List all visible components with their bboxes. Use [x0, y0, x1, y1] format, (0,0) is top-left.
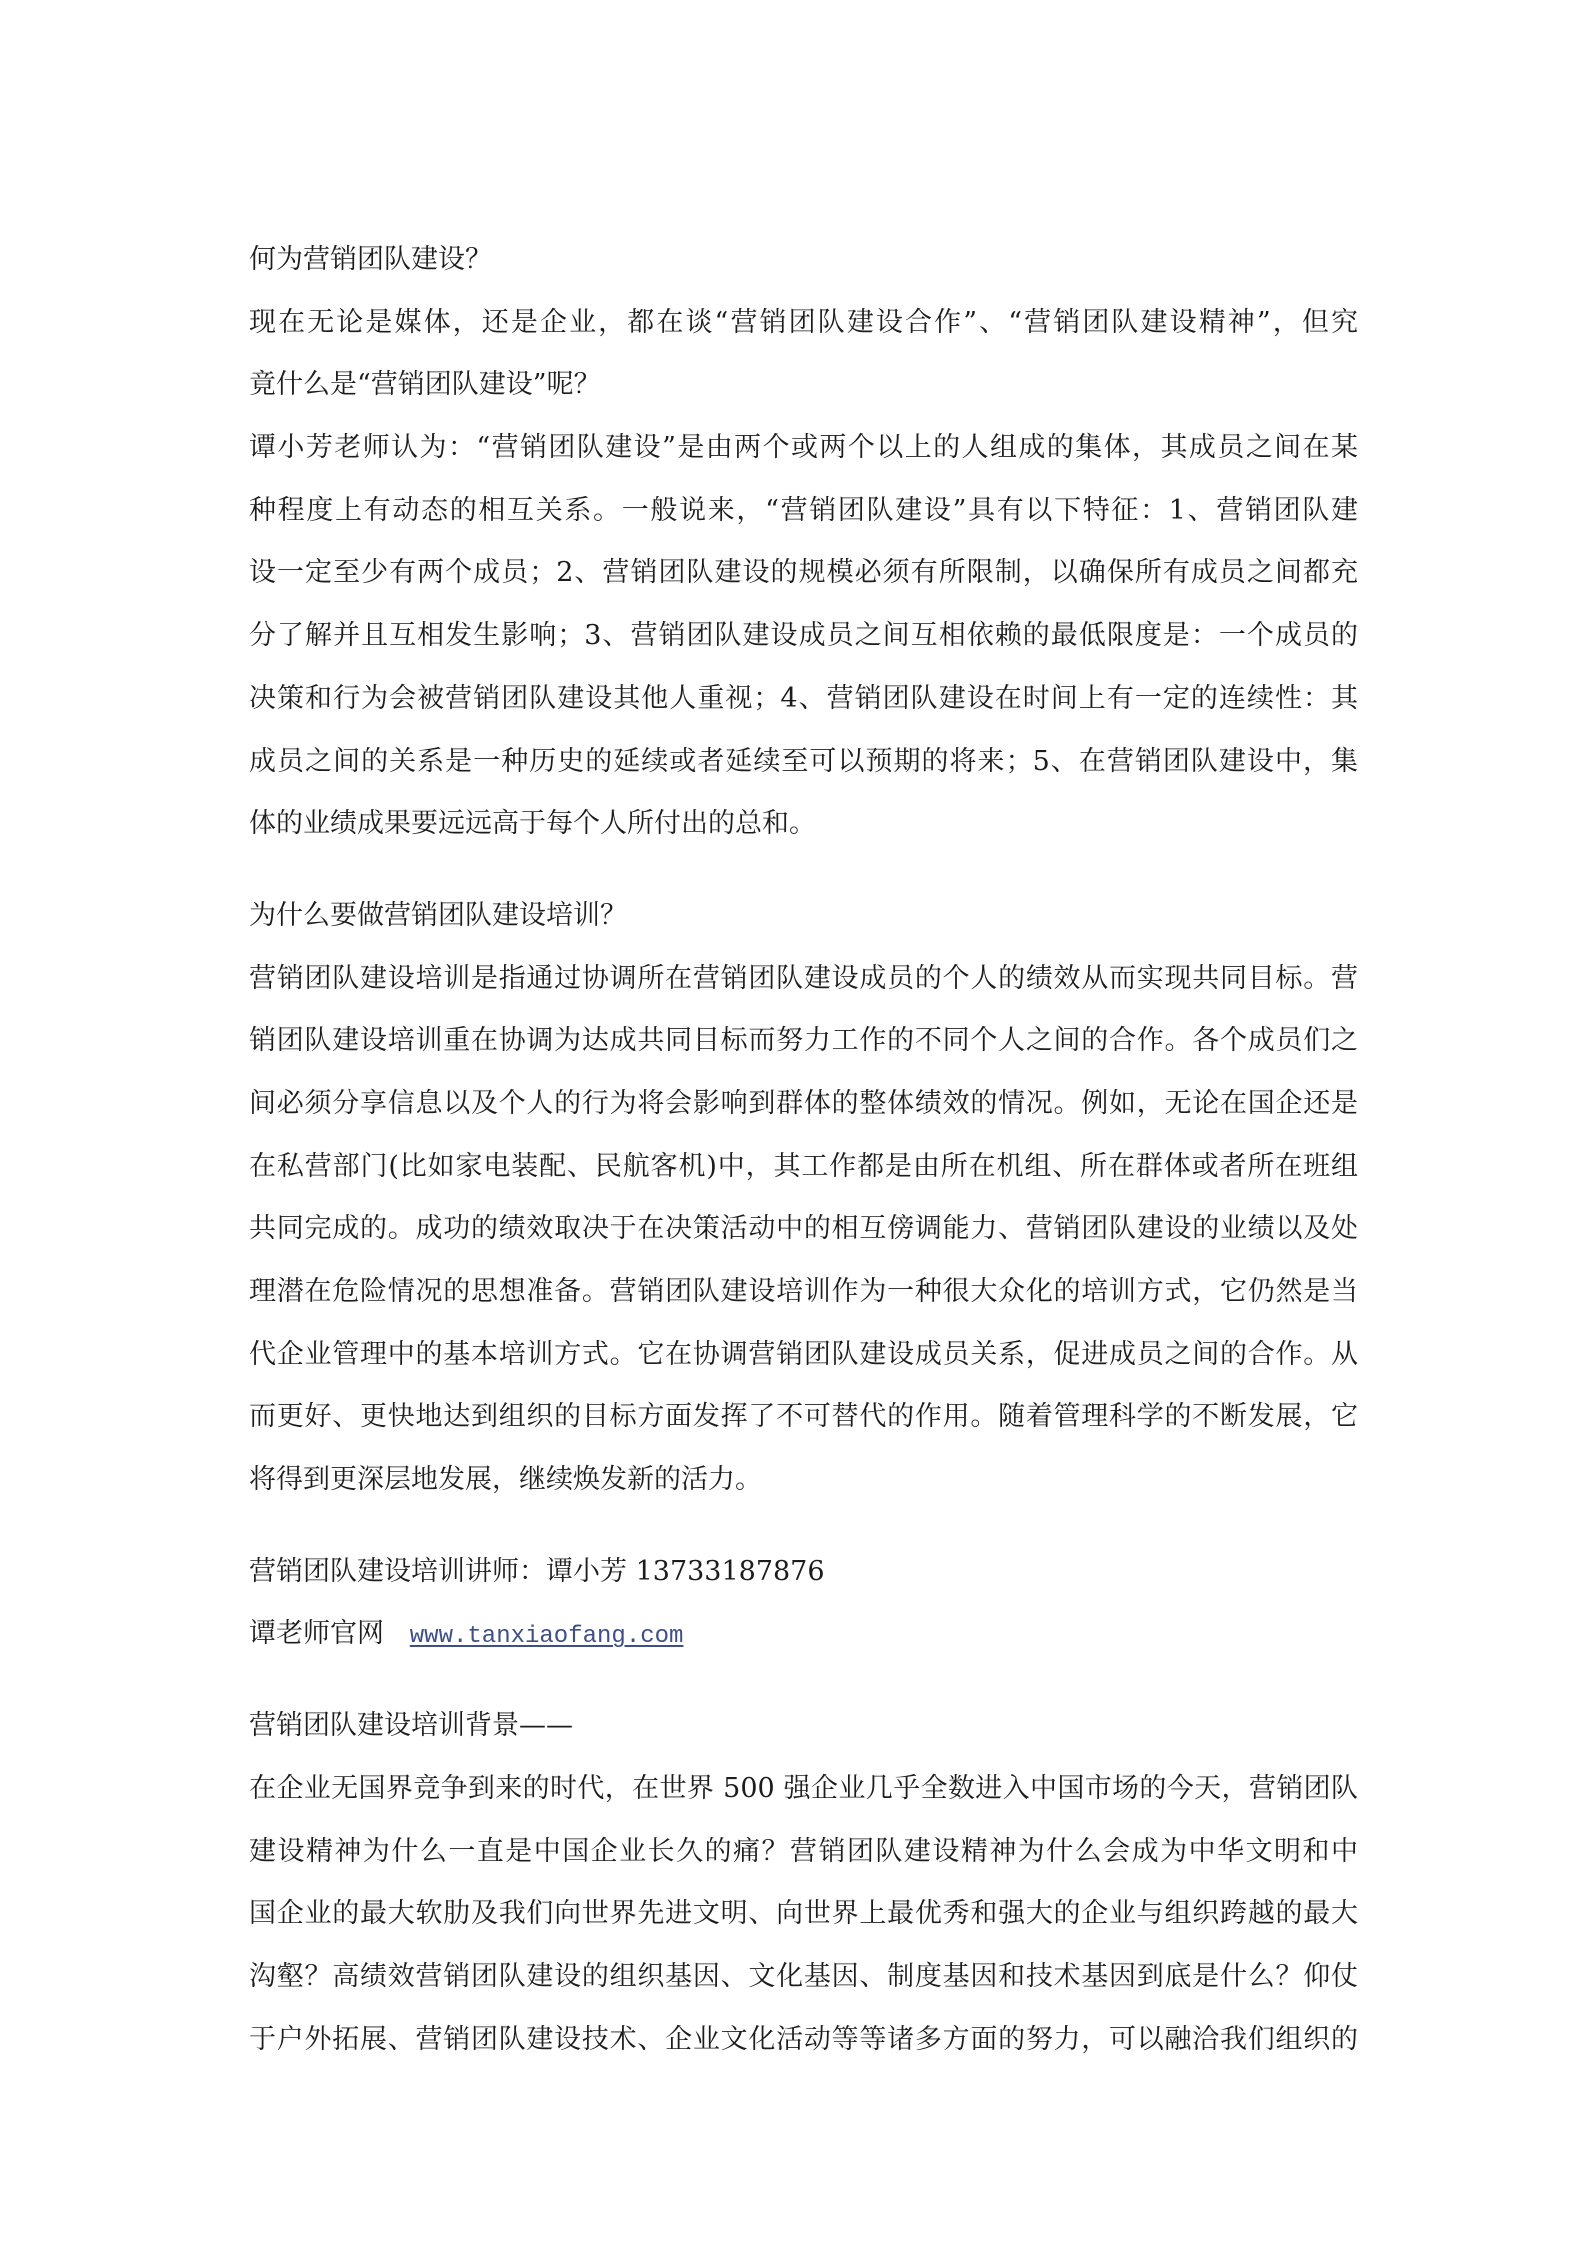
document-page	[249, 229, 1358, 2071]
section-heading: 为什么要做营销团队建设培训？	[249, 899, 627, 931]
paragraph-line: 营销团队建设培训是指通过协调所在营销团队建设成员的个人的绩效从而实现共同目标。营	[249, 962, 1358, 994]
website-label: 谭老师官网	[249, 1618, 384, 1650]
paragraph-line: 而更好、更快地达到组织的目标方面发挥了不可替代的作用。随着管理科学的不断发展，它	[249, 1401, 1358, 1433]
paragraph-line: 共同完成的。成功的绩效取决于在决策活动中的相互傍调能力、营销团队建设的业绩以及处	[249, 1213, 1358, 1245]
paragraph-line: 理潜在危险情况的思想准备。营销团队建设培训作为一种很大众化的培训方式，它仍然是当	[249, 1276, 1358, 1307]
paragraph-line: 在私营部门(比如家电装配、民航客机)中，其工作都是由所在机组、所在群体或者所在班组	[249, 1150, 1358, 1182]
section-spacer	[249, 856, 1358, 885]
paragraph-line: 于户外拓展、营销团队建设技术、企业文化活动等等诸多方面的努力，可以融洽我们组织的	[249, 2023, 1358, 2055]
paragraph	[249, 1758, 1358, 2071]
paragraph-line: 国企业的最大软肋及我们向世界先进文明、向世界上最优秀和强大的企业与组织跨越的最大	[249, 1898, 1358, 1930]
paragraph-line: 种程度上有动态的相互关系。一般说来，“营销团队建设”具有以下特征：1、营销团队建	[249, 494, 1358, 526]
paragraph-line: 现在无论是媒体，还是企业，都在谈“营销团队建设合作”、“营销团队建设精神”，但究	[249, 306, 1358, 338]
section-training-background	[249, 1695, 1358, 2071]
paragraph-line: 竟什么是“营销团队建设”呢？	[249, 369, 601, 401]
section-spacer	[249, 1512, 1358, 1541]
paragraph-line: 沟壑？高绩效营销团队建设的组织基因、文化基因、制度基因和技术基因到底是什么？仰仗	[249, 1960, 1358, 1992]
paragraph-line: 间必须分享信息以及个人的行为将会影响到群体的整体绩效的情况。例如，无论在国企还是	[249, 1087, 1358, 1119]
paragraph-line: 设一定至少有两个成员；2、营销团队建设的规模必须有所限制，以确保所有成员之间都充	[249, 557, 1358, 589]
paragraph-line: 体的业绩成果要远远高于每个人所付出的总和。	[249, 808, 816, 840]
paragraph-line: 谭小芳老师认为：“营销团队建设”是由两个或两个以上的人组成的集体，其成员之间在某	[249, 432, 1358, 464]
paragraph-line: 销团队建设培训重在协调为达成共同目标而努力工作的不同个人之间的合作。各个成员们之	[249, 1025, 1358, 1057]
paragraph-line: 成员之间的关系是一种历史的延续或者延续至可以预期的将来；5、在营销团队建设中，集	[249, 745, 1358, 777]
paragraph	[249, 292, 1358, 417]
website-link[interactable]: www.tanxiaofang.com	[409, 1623, 684, 1651]
paragraph-line: 分了解并且互相发生影响；3、营销团队建设成员之间互相依赖的最低限度是：一个成员的	[249, 620, 1358, 652]
website-line	[249, 1603, 1358, 1666]
paragraph	[249, 417, 1358, 856]
section-why-training	[249, 885, 1358, 1512]
section-what-is-team-building	[249, 229, 1358, 856]
paragraph-line: 建设精神为什么一直是中国企业长久的痛？营销团队建设精神为什么会成为中华文明和中	[249, 1835, 1358, 1867]
paragraph-line: 将得到更深层地发展，继续焕发新的活力。	[249, 1464, 762, 1496]
paragraph-line: 决策和行为会被营销团队建设其他人重视；4、营销团队建设在时间上有一定的连续性：其	[249, 682, 1358, 714]
section-heading: 营销团队建设培训背景——	[249, 1710, 573, 1742]
paragraph	[249, 948, 1358, 1512]
section-heading: 何为营销团队建设？	[249, 244, 492, 275]
paragraph-line: 在企业无国界竞争到来的时代，在世界 500 强企业几乎全数进入中国市场的今天，营销团队	[249, 1772, 1358, 1804]
website-separator	[393, 1618, 402, 1649]
paragraph-line: 代企业管理中的基本培训方式。它在协调营销团队建设成员关系，促进成员之间的合作。从	[249, 1338, 1358, 1370]
lecturer-contact-line: 营销团队建设培训讲师：谭小芳 13733187876	[249, 1555, 825, 1587]
contact-block	[249, 1541, 1358, 1666]
section-spacer	[249, 1666, 1358, 1695]
